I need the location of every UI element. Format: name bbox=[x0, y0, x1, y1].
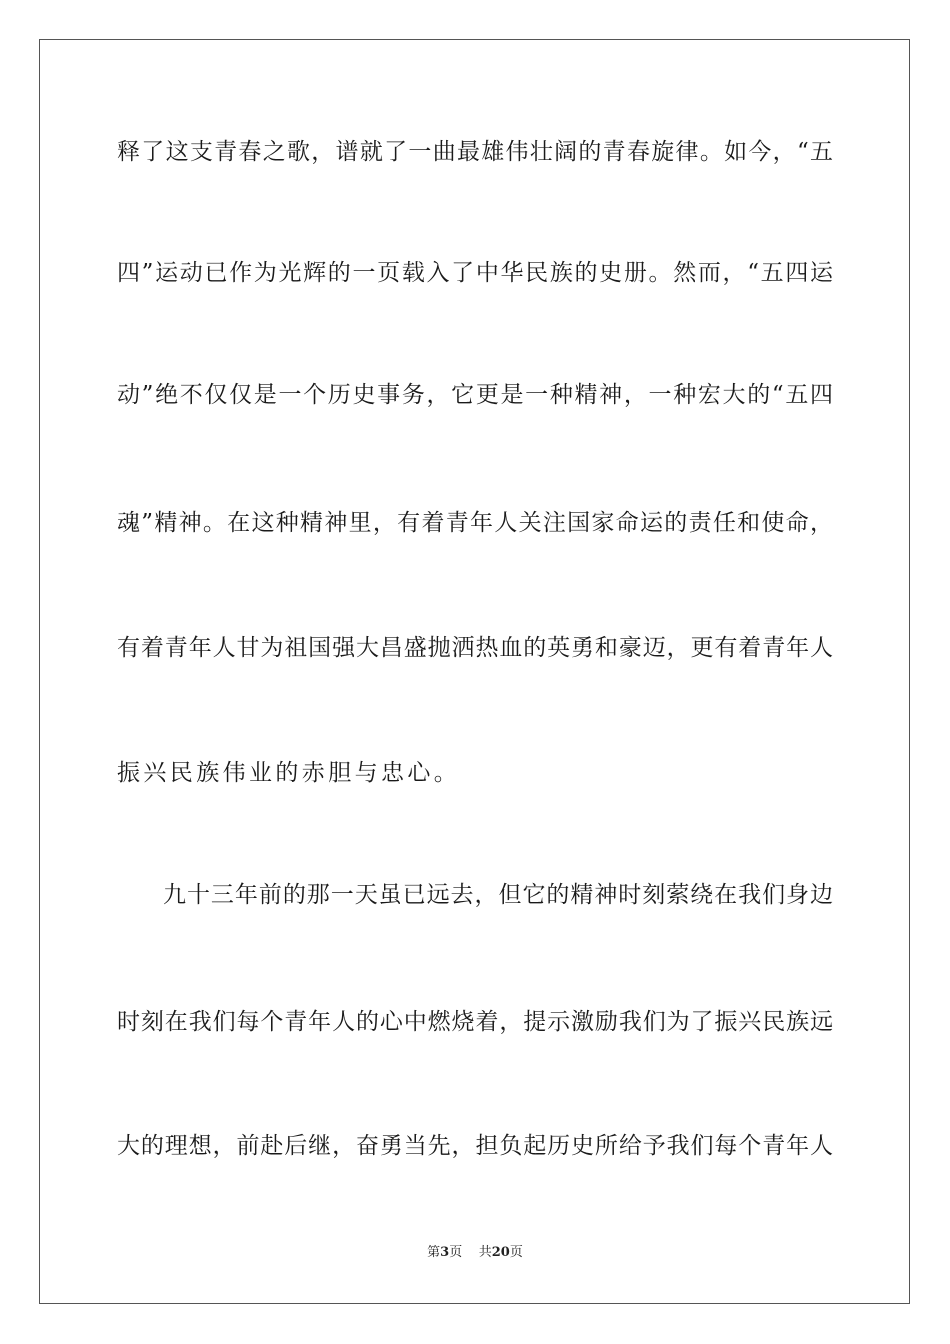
text-line: 有着青年人甘为祖国强大昌盛抛洒热血的英勇和豪迈，更有着青年人 bbox=[117, 635, 833, 661]
text-line: 动”绝不仅仅是一个历史事务，它更是一种精神，一种宏大的“五四 bbox=[117, 382, 833, 408]
text-line: 四”运动已作为光辉的一页载入了中华民族的史册。然而，“五四运 bbox=[117, 260, 833, 286]
total-prefix: 共 bbox=[478, 1245, 492, 1260]
text-line: 振兴民族伟业的赤胆与忠心。 bbox=[117, 760, 461, 786]
text-line: 时刻在我们每个青年人的心中燃烧着，提示激励我们为了振兴民族远 bbox=[117, 1009, 833, 1035]
total-unit: 页 bbox=[509, 1245, 523, 1260]
page-prefix: 第 bbox=[427, 1245, 441, 1260]
page-total: 20 bbox=[491, 1245, 510, 1260]
text-line: 释了这支青春之歌，谱就了一曲最雄伟壮阔的青春旋律。如今，“五 bbox=[117, 139, 833, 165]
text-line: 大的理想，前赴后继，奋勇当先，担负起历史所给予我们每个青年人 bbox=[117, 1133, 833, 1159]
text-line: 魂”精神。在这种精神里，有着青年人关注国家命运的责任和使命， bbox=[117, 510, 833, 536]
text-line: 九十三年前的那一天虽已远去，但它的精神时刻萦绕在我们身边 bbox=[163, 882, 833, 908]
page-current: 3 bbox=[440, 1245, 450, 1260]
page-unit: 页 bbox=[449, 1245, 463, 1260]
page-footer bbox=[0, 1244, 950, 1262]
page-border bbox=[39, 39, 910, 1304]
